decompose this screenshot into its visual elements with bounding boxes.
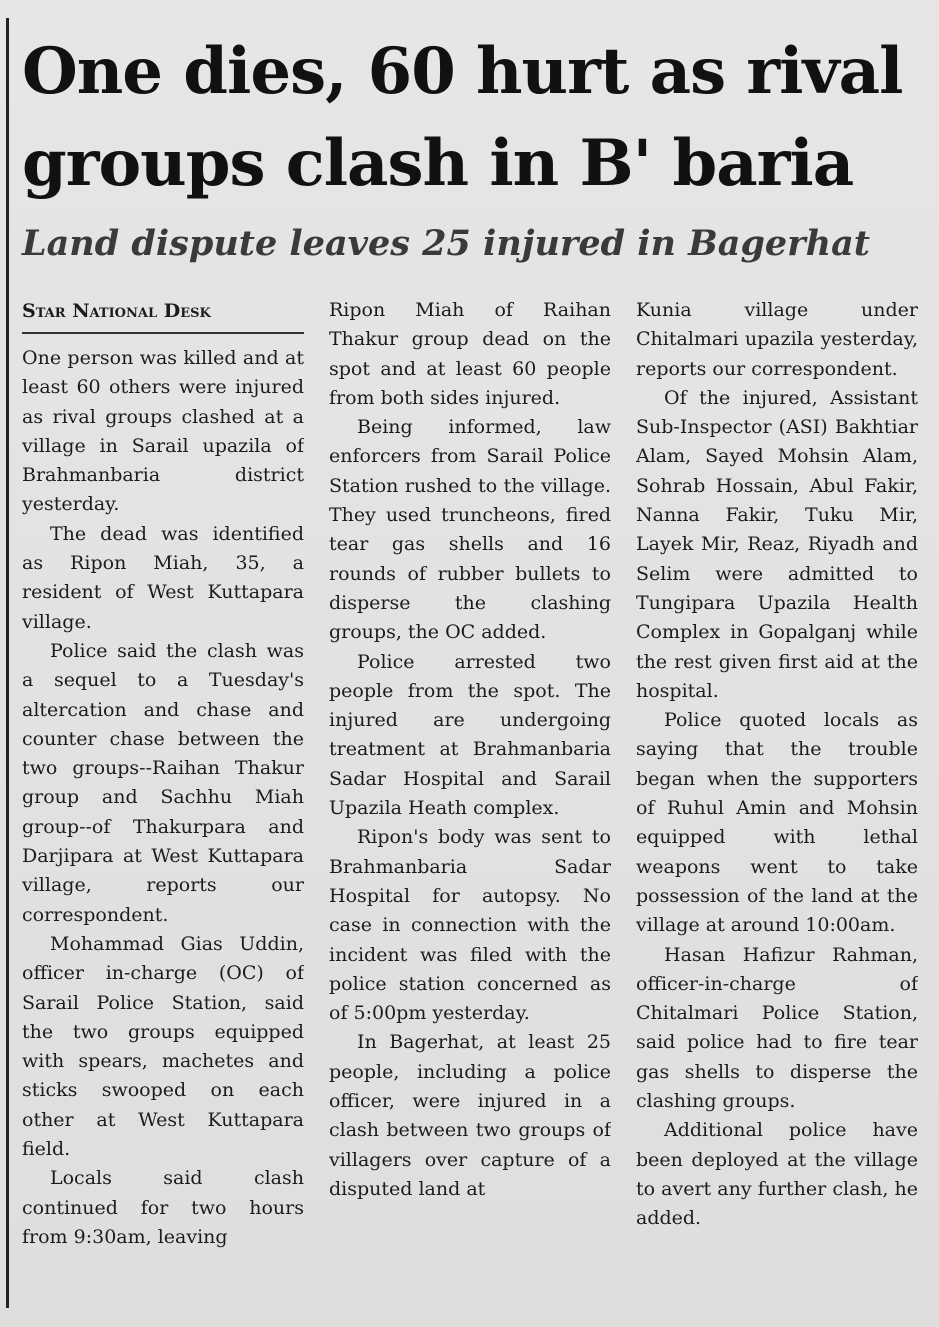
paragraph-7: Police arrested two people from the spot. The injured are undergoing treatment at Brahmanbaria Sadar Hospital and Sarail Upazila Heath complex. [329,650,611,820]
paragraph-11: Police quoted locals as saying that the trouble began when the supporters of Ruhul Amin and Mohsin equipped with lethal weapons went to take possession of the land at the village at around 10:00am. [636,709,918,937]
paragraph-1: One person was killed and at least 60 others were injured as rival groups clashed at a village in Sarail upazila of Brahmanbaria district yesterday. [22,347,304,516]
left-border-rule [6,18,9,1308]
paragraph-13: Additional police have been deployed at the village to avert any further clash, he added. [636,1119,918,1230]
paragraph-8: Ripon's body was sent to Brahmanbaria Sadar Hospital for autopsy. No case in connection with the incident was filed with the police station concerned as of 5:00pm yesterday. [329,826,611,1025]
article-column-3 [636,296,918,1306]
paragraph-6: Being informed, law enforcers from Sarail Police Station rushed to the village. They used truncheons, fired tear gas shells and 16 rounds of rubber bullets to disperse the clashing groups, the OC added. [329,416,611,644]
paragraph-3: Police said the clash was a sequel to a Tuesday's altercation and chase and counter chase between the two groups--Raihan Thakur group and Sachhu Miah group--of Thakurpara and Darjipara at West Kuttapara village, reports our correspondent. [22,639,304,926]
paragraph-2: The dead was identified as Ripon Miah, 35, a resident of West Kuttapara village. [22,522,304,633]
paragraph-12: Hasan Hafizur Rahman, officer-in-charge of Chitalmari Police Station, said police had to fire tear gas shells to disperse the clashing groups. [636,943,918,1113]
headline: One dies, 60 hurt as rival groups clash in B' baria [22,34,903,201]
paragraph-9-start: In Bagerhat, at least 25 people, including a police officer, were injured in a clash between two groups of villagers over capture of a disputed land at [329,1031,611,1200]
paragraph-10: Of the injured, Assistant Sub-Inspector (ASI) Bakhtiar Alam, Sayed Mohsin Alam, Sohrab Hossain, Abul Fakir, Nanna Fakir, Tuku Mir, Layek Mir, Reaz, Riyadh and Selim were admitted to Tungipara Upazila Health Complex in Gopalganj while the rest given first aid at the hospital. [636,386,918,702]
paragraph-5-end: Ripon Miah of Raihan Thakur group dead on the spot and at least 60 people from both sides injured. [329,299,611,409]
article-column-2 [329,296,611,1306]
subheadline: Land dispute leaves 25 injured in Bagerhat [22,223,870,264]
byline: Star National Desk [22,296,304,334]
article-column-1 [22,296,304,1306]
paragraph-9-end: Kunia village under Chitalmari upazila yesterday, reports our correspondent. [636,299,918,380]
paragraph-4: Mohammad Gias Uddin, officer in-charge (OC) of Sarail Police Station, said the two groups equipped with spears, machetes and sticks swooped on each other at West Kuttapara field. [22,932,304,1161]
paragraph-5-start: Locals said clash continued for two hours from 9:30am, leaving [22,1167,304,1248]
